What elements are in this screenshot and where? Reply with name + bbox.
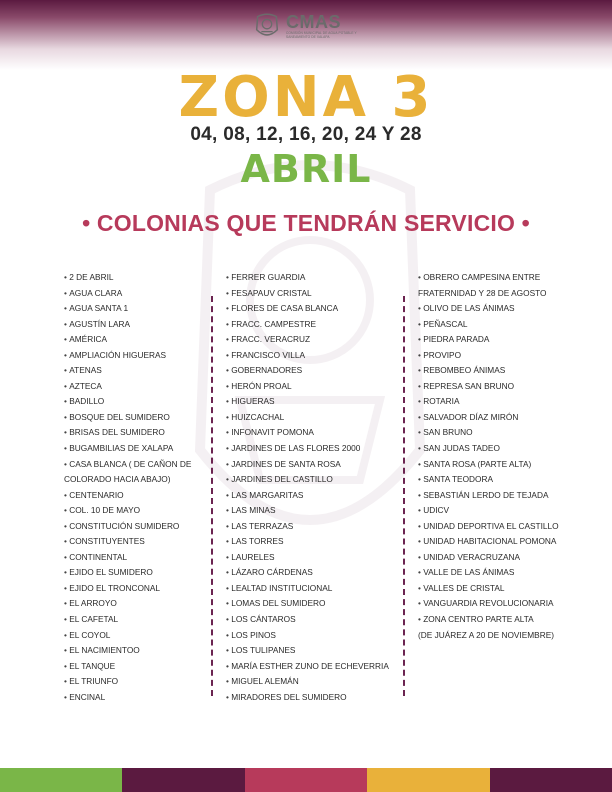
- service-days: 04, 08, 12, 16, 20, 24 Y 28: [190, 124, 422, 145]
- neighborhood-item: • MIGUEL ALEMÁN: [226, 674, 396, 690]
- neighborhood-item: • LÁZARO CÁRDENAS: [226, 565, 396, 581]
- neighborhood-item: • SEBASTIÁN LERDO DE TEJADA: [418, 488, 588, 504]
- neighborhood-item: • LOS PINOS: [226, 628, 396, 644]
- neighborhood-item: • EL TRIUNFO: [64, 674, 214, 690]
- neighborhood-item: • OLIVO DE LAS ÁNIMAS: [418, 301, 588, 317]
- neighborhood-item: • EL TANQUE: [64, 659, 214, 675]
- neighborhood-item: • BADILLO: [64, 394, 214, 410]
- neighborhood-item: • UDICV: [418, 503, 588, 519]
- neighborhood-item: • SANTA ROSA (PARTE ALTA): [418, 457, 588, 473]
- neighborhood-item: • AGUA CLARA: [64, 286, 214, 302]
- neighborhood-item: • CONSTITUYENTES: [64, 534, 214, 550]
- neighborhood-item: • LOS TULIPANES: [226, 643, 396, 659]
- neighborhood-item: • BRISAS DEL SUMIDERO: [64, 425, 214, 441]
- neighborhood-item: • COL. 10 DE MAYO: [64, 503, 214, 519]
- neighborhood-item: • SALVADOR DÍAZ MIRÓN: [418, 410, 588, 426]
- cmas-logo: [252, 6, 362, 46]
- neighborhood-item: • CASA BLANCA ( DE CAÑON DE: [64, 457, 214, 473]
- neighborhood-item: • HUIZCACHAL: [226, 410, 396, 426]
- neighborhood-item: • FLORES DE CASA BLANCA: [226, 301, 396, 317]
- logo-name: CMAS: [286, 12, 341, 32]
- neighborhood-item: • EJIDO EL SUMIDERO: [64, 565, 214, 581]
- neighborhood-item: • PEÑASCAL: [418, 317, 588, 333]
- neighborhood-item: • LAS MARGARITAS: [226, 488, 396, 504]
- neighborhood-item: • PIEDRA PARADA: [418, 332, 588, 348]
- neighborhood-item: • EJIDO EL TRONCONAL: [64, 581, 214, 597]
- neighborhood-item: • SANTA TEODORA: [418, 472, 588, 488]
- neighborhood-item: • HERÓN PROAL: [226, 379, 396, 395]
- neighborhood-item: • AMPLIACIÓN HIGUERAS: [64, 348, 214, 364]
- neighborhood-item: • CONTINENTAL: [64, 550, 214, 566]
- footer-stripe: [122, 768, 244, 792]
- neighborhood-item: • BUGAMBILIAS DE XALAPA: [64, 441, 214, 457]
- neighborhood-list-column-3: [418, 270, 588, 643]
- neighborhood-item: • EL ARROYO: [64, 596, 214, 612]
- neighborhood-item: FRATERNIDAD Y 28 DE AGOSTO: [418, 287, 547, 298]
- neighborhood-item: • 2 DE ABRIL: [64, 270, 214, 286]
- neighborhood-list-column-1: [64, 270, 214, 705]
- footer-stripe: [490, 768, 612, 792]
- neighborhood-item: • MARÍA ESTHER ZUNO DE ECHEVERRIA: [226, 659, 396, 675]
- neighborhood-item: • CENTENARIO: [64, 488, 214, 504]
- neighborhood-item: • SAN JUDAS TADEO: [418, 441, 588, 457]
- footer-stripe: [367, 768, 489, 792]
- neighborhood-item: • LAS TERRAZAS: [226, 519, 396, 535]
- cmas-emblem-icon: [252, 10, 282, 42]
- neighborhood-item: • FERRER GUARDIA: [226, 270, 396, 286]
- neighborhood-item: • CONSTITUCIÓN SUMIDERO: [64, 519, 214, 535]
- neighborhood-item: • ENCINAL: [64, 690, 214, 706]
- neighborhood-item: • JARDINES DEL CASTILLO: [226, 472, 396, 488]
- neighborhood-item: • EL NACIMIENTOO: [64, 643, 214, 659]
- neighborhood-item: • GOBERNADORES: [226, 363, 396, 379]
- neighborhood-item: • UNIDAD VERACRUZANA: [418, 550, 588, 566]
- neighborhood-item: • INFONAVIT POMONA: [226, 425, 396, 441]
- logo-subtitle: COMISIÓN MUNICIPAL DE AGUA POTABLE Y SANEAMIENTO DE XALAPA: [286, 31, 357, 39]
- neighborhood-item: • LOMAS DEL SUMIDERO: [226, 596, 396, 612]
- neighborhood-item: • AMÉRICA: [64, 332, 214, 348]
- neighborhood-list-column-2: [226, 270, 396, 705]
- neighborhood-item: • OBRERO CAMPESINA ENTRE: [418, 270, 588, 286]
- neighborhood-item: • BOSQUE DEL SUMIDERO: [64, 410, 214, 426]
- neighborhood-item: • UNIDAD HABITACIONAL POMONA: [418, 534, 588, 550]
- column-divider: [211, 296, 213, 696]
- neighborhood-item: • FRACC. CAMPESTRE: [226, 317, 396, 333]
- neighborhood-item: • EL COYOL: [64, 628, 214, 644]
- neighborhood-item: • LAURELES: [226, 550, 396, 566]
- neighborhood-item: (DE JUÁREZ A 20 DE NOVIEMBRE): [418, 629, 555, 640]
- neighborhood-item: • SAN BRUNO: [418, 425, 588, 441]
- column-divider: [403, 296, 405, 696]
- footer-stripe: [0, 768, 122, 792]
- neighborhood-item: • EL CAFETAL: [64, 612, 214, 628]
- neighborhood-item: • PROVIPO: [418, 348, 588, 364]
- neighborhood-item: • ROTARIA: [418, 394, 588, 410]
- section-subtitle: • COLONIAS QUE TENDRÁN SERVICIO •: [82, 210, 530, 236]
- neighborhood-item: • AGUSTÍN LARA: [64, 317, 214, 333]
- neighborhood-item: • VALLE DE LAS ÁNIMAS: [418, 565, 588, 581]
- neighborhood-item: • ATENAS: [64, 363, 214, 379]
- neighborhood-item: • AZTECA: [64, 379, 214, 395]
- neighborhood-item: • LEALTAD INSTITUCIONAL: [226, 581, 396, 597]
- neighborhood-item: • AGUA SANTA 1: [64, 301, 214, 317]
- neighborhood-item: • MIRADORES DEL SUMIDERO: [226, 690, 396, 706]
- neighborhood-item: • JARDINES DE SANTA ROSA: [226, 457, 396, 473]
- neighborhood-item: • ZONA CENTRO PARTE ALTA: [418, 612, 588, 628]
- neighborhood-item: • REPRESA SAN BRUNO: [418, 379, 588, 395]
- neighborhood-item: • HIGUERAS: [226, 394, 396, 410]
- neighborhood-item: • JARDINES DE LAS FLORES 2000: [226, 441, 396, 457]
- footer-color-bar: [0, 768, 612, 792]
- neighborhood-item: • VALLES DE CRISTAL: [418, 581, 588, 597]
- neighborhood-item: • FESAPAUV CRISTAL: [226, 286, 396, 302]
- neighborhood-item: • FRACC. VERACRUZ: [226, 332, 396, 348]
- neighborhood-item: • LAS TORRES: [226, 534, 396, 550]
- neighborhood-item: • LOS CÁNTAROS: [226, 612, 396, 628]
- neighborhood-item: • FRANCISCO VILLA: [226, 348, 396, 364]
- neighborhood-item: • VANGUARDIA REVOLUCIONARIA: [418, 596, 588, 612]
- neighborhood-item: • UNIDAD DEPORTIVA EL CASTILLO: [418, 519, 588, 535]
- neighborhood-item: COLORADO HACIA ABAJO): [64, 474, 171, 485]
- footer-stripe: [245, 768, 367, 792]
- neighborhood-item: • REBOMBEO ÁNIMAS: [418, 363, 588, 379]
- zone-title: ZONA 3: [178, 65, 434, 130]
- month-label: ABRIL: [240, 147, 372, 191]
- neighborhood-item: • LAS MINAS: [226, 503, 396, 519]
